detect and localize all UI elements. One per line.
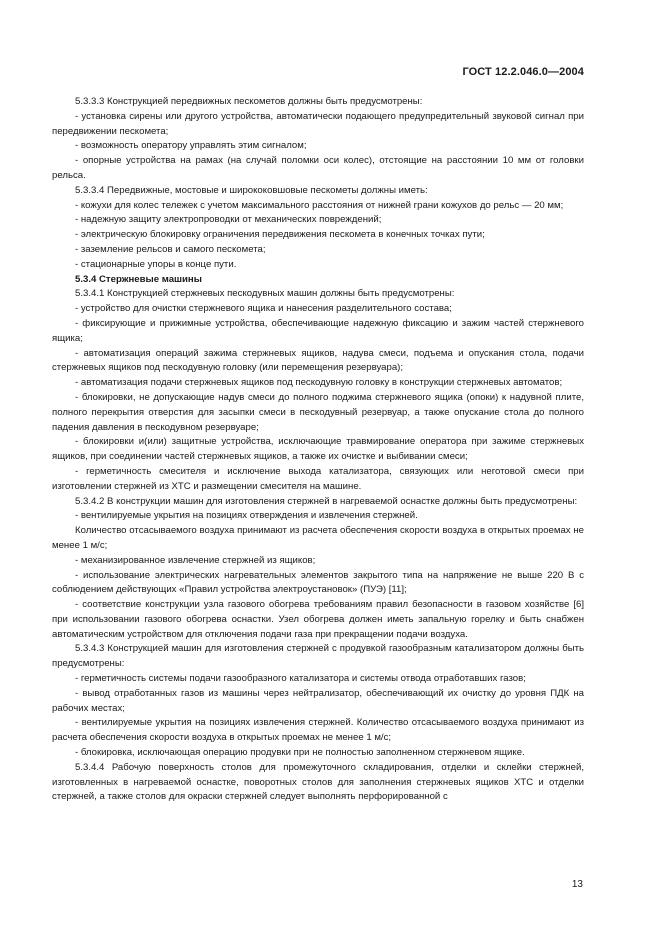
paragraph: - установка сирены или другого устройства, автоматически подающего предупредительный звуковой сигнал при передвижении пескомета;: [52, 110, 584, 137]
paragraph: - устройство для очистки стержневого ящика и нанесения разделительного состава;: [75, 303, 452, 315]
paragraph: 5.3.3.4 Передвижные, мостовые и ширококовшовые пескометы должны иметь:: [75, 184, 428, 196]
document-code: ГОСТ 12.2.046.0—2004: [462, 66, 584, 78]
document-body: [52, 95, 584, 805]
section-heading: 5.3.4 Стержневые машины: [75, 273, 202, 285]
paragraph: - надежную защиту электропроводки от механических повреждений;: [75, 214, 382, 226]
paragraph: - механизированное извлечение стержней из ящиков;: [75, 554, 316, 566]
paragraph: - стационарные упоры в конце пути.: [75, 258, 237, 270]
paragraph: - вентилируемые укрытия на позициях отверждения и извлечения стержней.: [75, 510, 418, 522]
paragraph: Количество отсасываемого воздуха принимают из расчета обеспечения скорости воздуха в открытых проемах не менее 1 м/с;: [52, 525, 584, 551]
paragraph: - автоматизация подачи стержневых ящиков под пескодувную головку в конструкции стержневых автоматов;: [75, 377, 563, 389]
paragraph: - использование электрических нагревательных элементов закрытого типа на напряжение не выше 220 В с соблюдением действующих «Правил устройства электроустановок» (ПУЭ) [11];: [52, 569, 584, 596]
paragraph: - блокировки, не допускающие надув смеси до полного поджима стержневого ящика (опоки) к надувной плите, полного перекрытия отверстия для засыпки смеси в пескодувный резервуар, а также опускание стола до полного падения давления в пескодувном резервуаре;: [52, 391, 584, 433]
paragraph: - электрическую блокировку ограничения передвижения пескомета в конечных точках пути;: [75, 229, 485, 241]
page-number: 13: [571, 879, 583, 890]
paragraph: 5.3.4.3 Конструкцией машин для изготовления стержней с продувкой газообразным катализатором должны быть предусмотрены:: [52, 643, 584, 670]
paragraph: - фиксирующие и прижимные устройства, обеспечивающие надежную фиксацию и зажим частей стержневого ящика;: [52, 317, 584, 344]
paragraph: 5.3.3.3 Конструкцией передвижных пескометов должны быть предусмотрены:: [75, 96, 423, 107]
paragraph: - опорные устройства на рамах (на случай поломки оси колес), отстоящие на расстоянии 10 мм от головки рельса.: [52, 155, 584, 181]
paragraph: - заземление рельсов и самого пескомета;: [75, 243, 266, 255]
paragraph: - блокировки и(или) защитные устройства, исключающие травмирование оператора при зажиме стержневых ящиков, при соединении частей стержневых ящиков, а также их очистке и выбивании смеси;: [52, 436, 584, 463]
paragraph: - автоматизация операций зажима стержневых ящиков, надува смеси, подъема и опускания стола, подачи стержневых ящиков под пескодувную головку (или перемещения резервуара);: [52, 347, 584, 374]
paragraph: - возможность оператору управлять этим сигналом;: [75, 140, 307, 152]
paragraph: - герметичность системы подачи газообразного катализатора и системы отвода отработавших газов;: [75, 673, 526, 685]
paragraph: - герметичность смесителя и исключение выхода катализатора, связующих или неготовой смеси при изготовлении стержней из ХТС и размещении смесителя на машине.: [52, 465, 584, 492]
paragraph: - соответствие конструкции узла газового обогрева требованиям правил безопасности в газовом хозяйстве [6] при использовании газового обогрева оснастки. Узел обогрева должен иметь запальную горелку и быть снабжен автоматическим устройством для отключения подачи газа при прекращении подачи воздуха.: [52, 599, 584, 640]
paragraph: 5.3.4.1 Конструкцией стержневых пескодувных машин должны быть предусмотрены:: [75, 288, 455, 300]
paragraph: - вывод отработанных газов из машины через нейтрализатор, обеспечивающий их очистку до уровня ПДК на рабочих местах;: [52, 687, 584, 714]
paragraph: 5.3.4.4 Рабочую поверхность столов для промежуточного складирования, отделки и склейки стержней, изготовленных в нагреваемой оснастке, поворотных столов для заполнения стержневых ящиков ХТС и отделки стержней, а также столов для окраски стержней следует выполнять перфорированной с: [52, 761, 584, 803]
paragraph: - кожухи для колес тележек с учетом максимального расстояния от нижней грани кожухов до рельс — 20 мм;: [75, 199, 564, 211]
paragraph: - вентилируемые укрытия на позициях извлечения стержней. Количество отсасываемого воздуха принимают из расчета обеспечения скорости воздуха в открытых проемах не менее 1 м/с;: [52, 717, 584, 744]
paragraph: 5.3.4.2 В конструкции машин для изготовления стержней в нагреваемой оснастке должны быть предусмотрены:: [75, 495, 578, 507]
paragraph: - блокировка, исключающая операцию продувки при не полностью заполненном стержневом ящике.: [75, 747, 525, 759]
